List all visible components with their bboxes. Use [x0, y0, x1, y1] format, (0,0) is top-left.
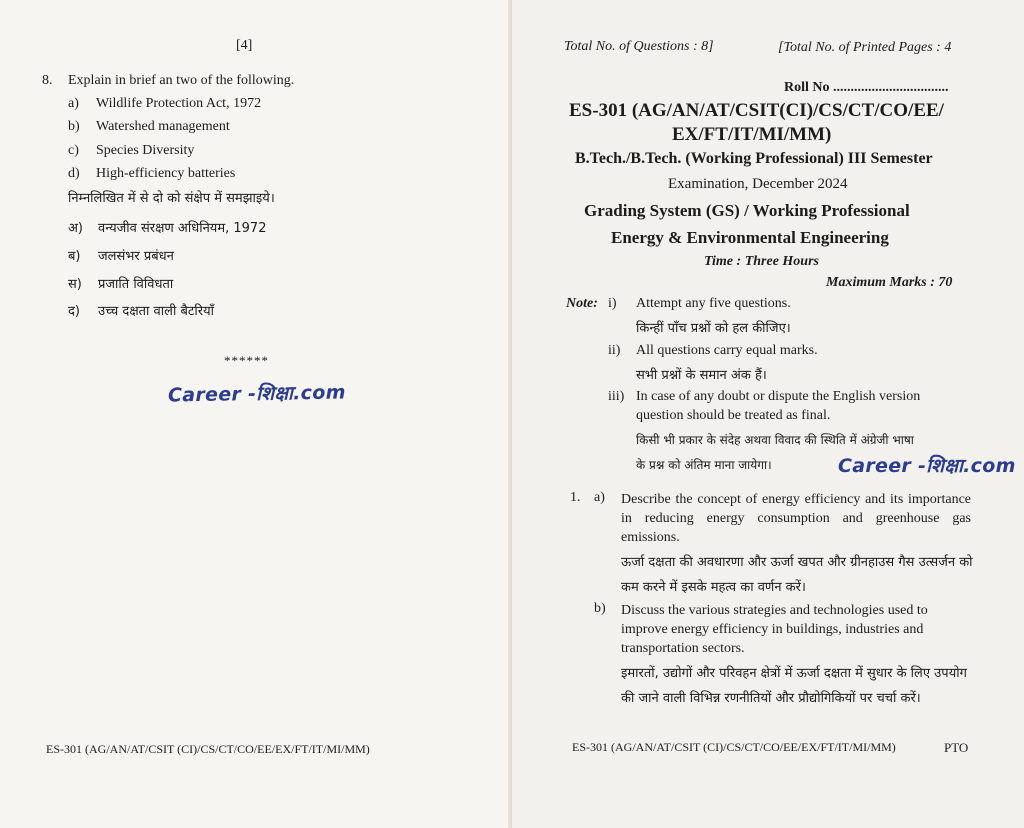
question-1b-text-hindi: इमारतों, उद्योगों और परिवहन क्षेत्रों में ऊर्जा दक्षता में सुधार के लिए उपयोग की जाने वाली विभिन्न रणनीतियों और प्रौद्योगिकियों पर चर्चा करें। [621, 666, 967, 706]
option-label-hindi: अ) [68, 221, 84, 236]
footer-code: ES-301 (AG/AN/AT/CSIT (CI)/CS/CT/CO/EE/EX/FT/IT/MI/MM) [46, 742, 370, 756]
note-text-line: In case of any doubt or dispute the English version [636, 389, 921, 404]
option-text-hindi: प्रजाति विविधता [98, 277, 174, 292]
question-1b-text: Discuss the various strategies and technologies used to improve energy efficiency in buildings, industries and transportation sectors. [621, 603, 928, 656]
note-text-hindi: सभी प्रश्नों के समान अंक हैं। [636, 368, 767, 383]
time-allowed: Time : Three Hours [704, 254, 819, 269]
maximum-marks: Maximum Marks : 70 [826, 275, 953, 290]
option-label: a) [68, 96, 79, 111]
right-page [512, 0, 1024, 828]
total-pages: [Total No. of Printed Pages : 4 [778, 40, 952, 55]
option-label: d) [68, 166, 80, 181]
note-text-line: question should be treated as final. [636, 408, 831, 423]
note-text: Attempt any five questions. [636, 296, 791, 311]
question-1-number: 1. [570, 490, 581, 505]
question-1a-label: a) [594, 490, 605, 505]
option-label-hindi: स) [68, 277, 82, 292]
end-mark: ****** [224, 353, 269, 368]
question-8-text: Explain in brief an two of the following. [68, 73, 295, 88]
paper-code-line-1: ES-301 (AG/AN/AT/CSIT(CI)/CS/CT/CO/EE/ [569, 100, 944, 121]
question-8-number: 8. [42, 73, 53, 88]
note-number: i) [608, 296, 617, 311]
note-text-hindi-line: के प्रश्न को अंतिम माना जायेगा। [636, 458, 772, 472]
watermark: Career -शिक्षा.com [838, 455, 1016, 477]
footer-pto: PTO [944, 740, 969, 755]
option-label: b) [68, 119, 80, 134]
option-label: c) [68, 143, 79, 158]
grading-system: Grading System (GS) / Working Professional [584, 201, 910, 220]
program-title: B.Tech./B.Tech. (Working Professional) III Semester [575, 150, 933, 167]
question-1a-text-hindi: ऊर्जा दक्षता की अवधारणा और ऊर्जा खपत और ग्रीनहाउस गैस उत्सर्जन को कम करने में इसके महत्व का वर्णन करें। [621, 555, 973, 595]
paper-code-line-2: EX/FT/IT/MI/MM) [672, 124, 832, 145]
option-text: High-efficiency batteries [96, 166, 236, 181]
note-text-hindi: किन्हीं पाँच प्रश्नों को हल कीजिए। [636, 321, 791, 336]
note-text-hindi-line: किसी भी प्रकार के संदेह अथवा विवाद की स्थिति में अंग्रेजी भाषा [636, 433, 914, 447]
option-text: Wildlife Protection Act, 1972 [96, 96, 262, 111]
note-number: iii) [608, 389, 625, 404]
subject-title: Energy & Environmental Engineering [611, 228, 889, 247]
option-text-hindi: वन्यजीव संरक्षण अधिनियम, 1972 [98, 221, 267, 236]
total-questions: Total No. of Questions : 8] [564, 39, 714, 54]
footer-code: ES-301 (AG/AN/AT/CSIT (CI)/CS/CT/CO/EE/EX/FT/IT/MI/MM) [572, 740, 896, 754]
option-text: Species Diversity [96, 143, 195, 158]
examination-date: Examination, December 2024 [668, 176, 848, 192]
note-label: Note: [566, 296, 598, 311]
option-text: Watershed management [96, 119, 230, 134]
note-text: All questions carry equal marks. [636, 343, 818, 358]
option-text-hindi: जलसंभर प्रबंधन [98, 249, 174, 264]
option-text-hindi: उच्च दक्षता वाली बैटरियाँ [98, 304, 215, 319]
option-label-hindi: ब) [68, 249, 81, 264]
option-label-hindi: द) [68, 304, 80, 319]
question-1a-text: Describe the concept of energy efficiency and its importance in reducing energy consumption and greenhouse gas emissions. [621, 492, 971, 545]
question-1b-label: b) [594, 601, 606, 616]
note-number: ii) [608, 343, 621, 358]
watermark: Career -शिक्षा.com [167, 381, 346, 407]
question-8-hindi-text: निम्नलिखित में से दो को संक्षेप में समझाइये। [68, 191, 275, 206]
roll-number-field: Roll No ................................. [784, 80, 949, 95]
page-number: [4] [236, 38, 253, 53]
